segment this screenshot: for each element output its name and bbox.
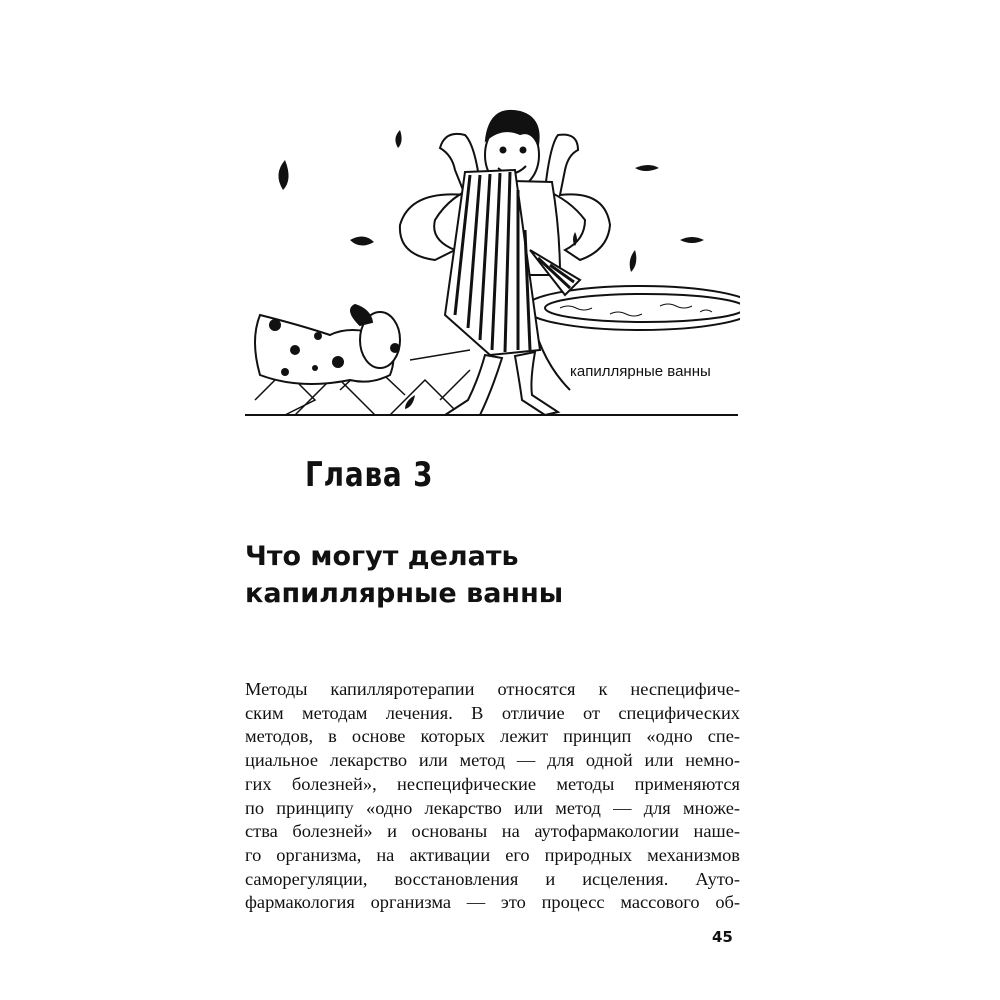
body-line: фармакология организма — это процесс массового об- [245,892,740,913]
chapter-title-line: капиллярные ванны [245,578,564,609]
body-line: Методы капилляротерапии относятся к неспецифиче- [245,679,740,699]
body-line: методов, в основе которых лежит принцип «одно спе- [245,726,740,747]
chapter-title [245,538,745,612]
chapter-title-line: Что могут делать [245,541,519,572]
body-line: го организма, на активации его природных механизмов [245,844,740,865]
chapter-label: Глава 3 [305,455,434,495]
body-line: гих болезней», неспецифические методы применяются [245,773,740,794]
body-text [245,678,740,915]
body-line: по принципу «одно лекарство или метод — для множе- [245,797,740,818]
page-number: 45 [712,928,733,946]
body-line: циальное лекарство или метод — для одной или немно- [245,750,740,771]
body-line: ства болезней» и основаны на аутофармакологии наше- [245,821,740,842]
body-line: ским методам лечения. В отличие от специфических [245,702,740,723]
illustration-caption: капиллярные ванны [570,363,711,380]
body-line: саморегуляции, восстановления и исцеления. Ауто- [245,868,740,889]
